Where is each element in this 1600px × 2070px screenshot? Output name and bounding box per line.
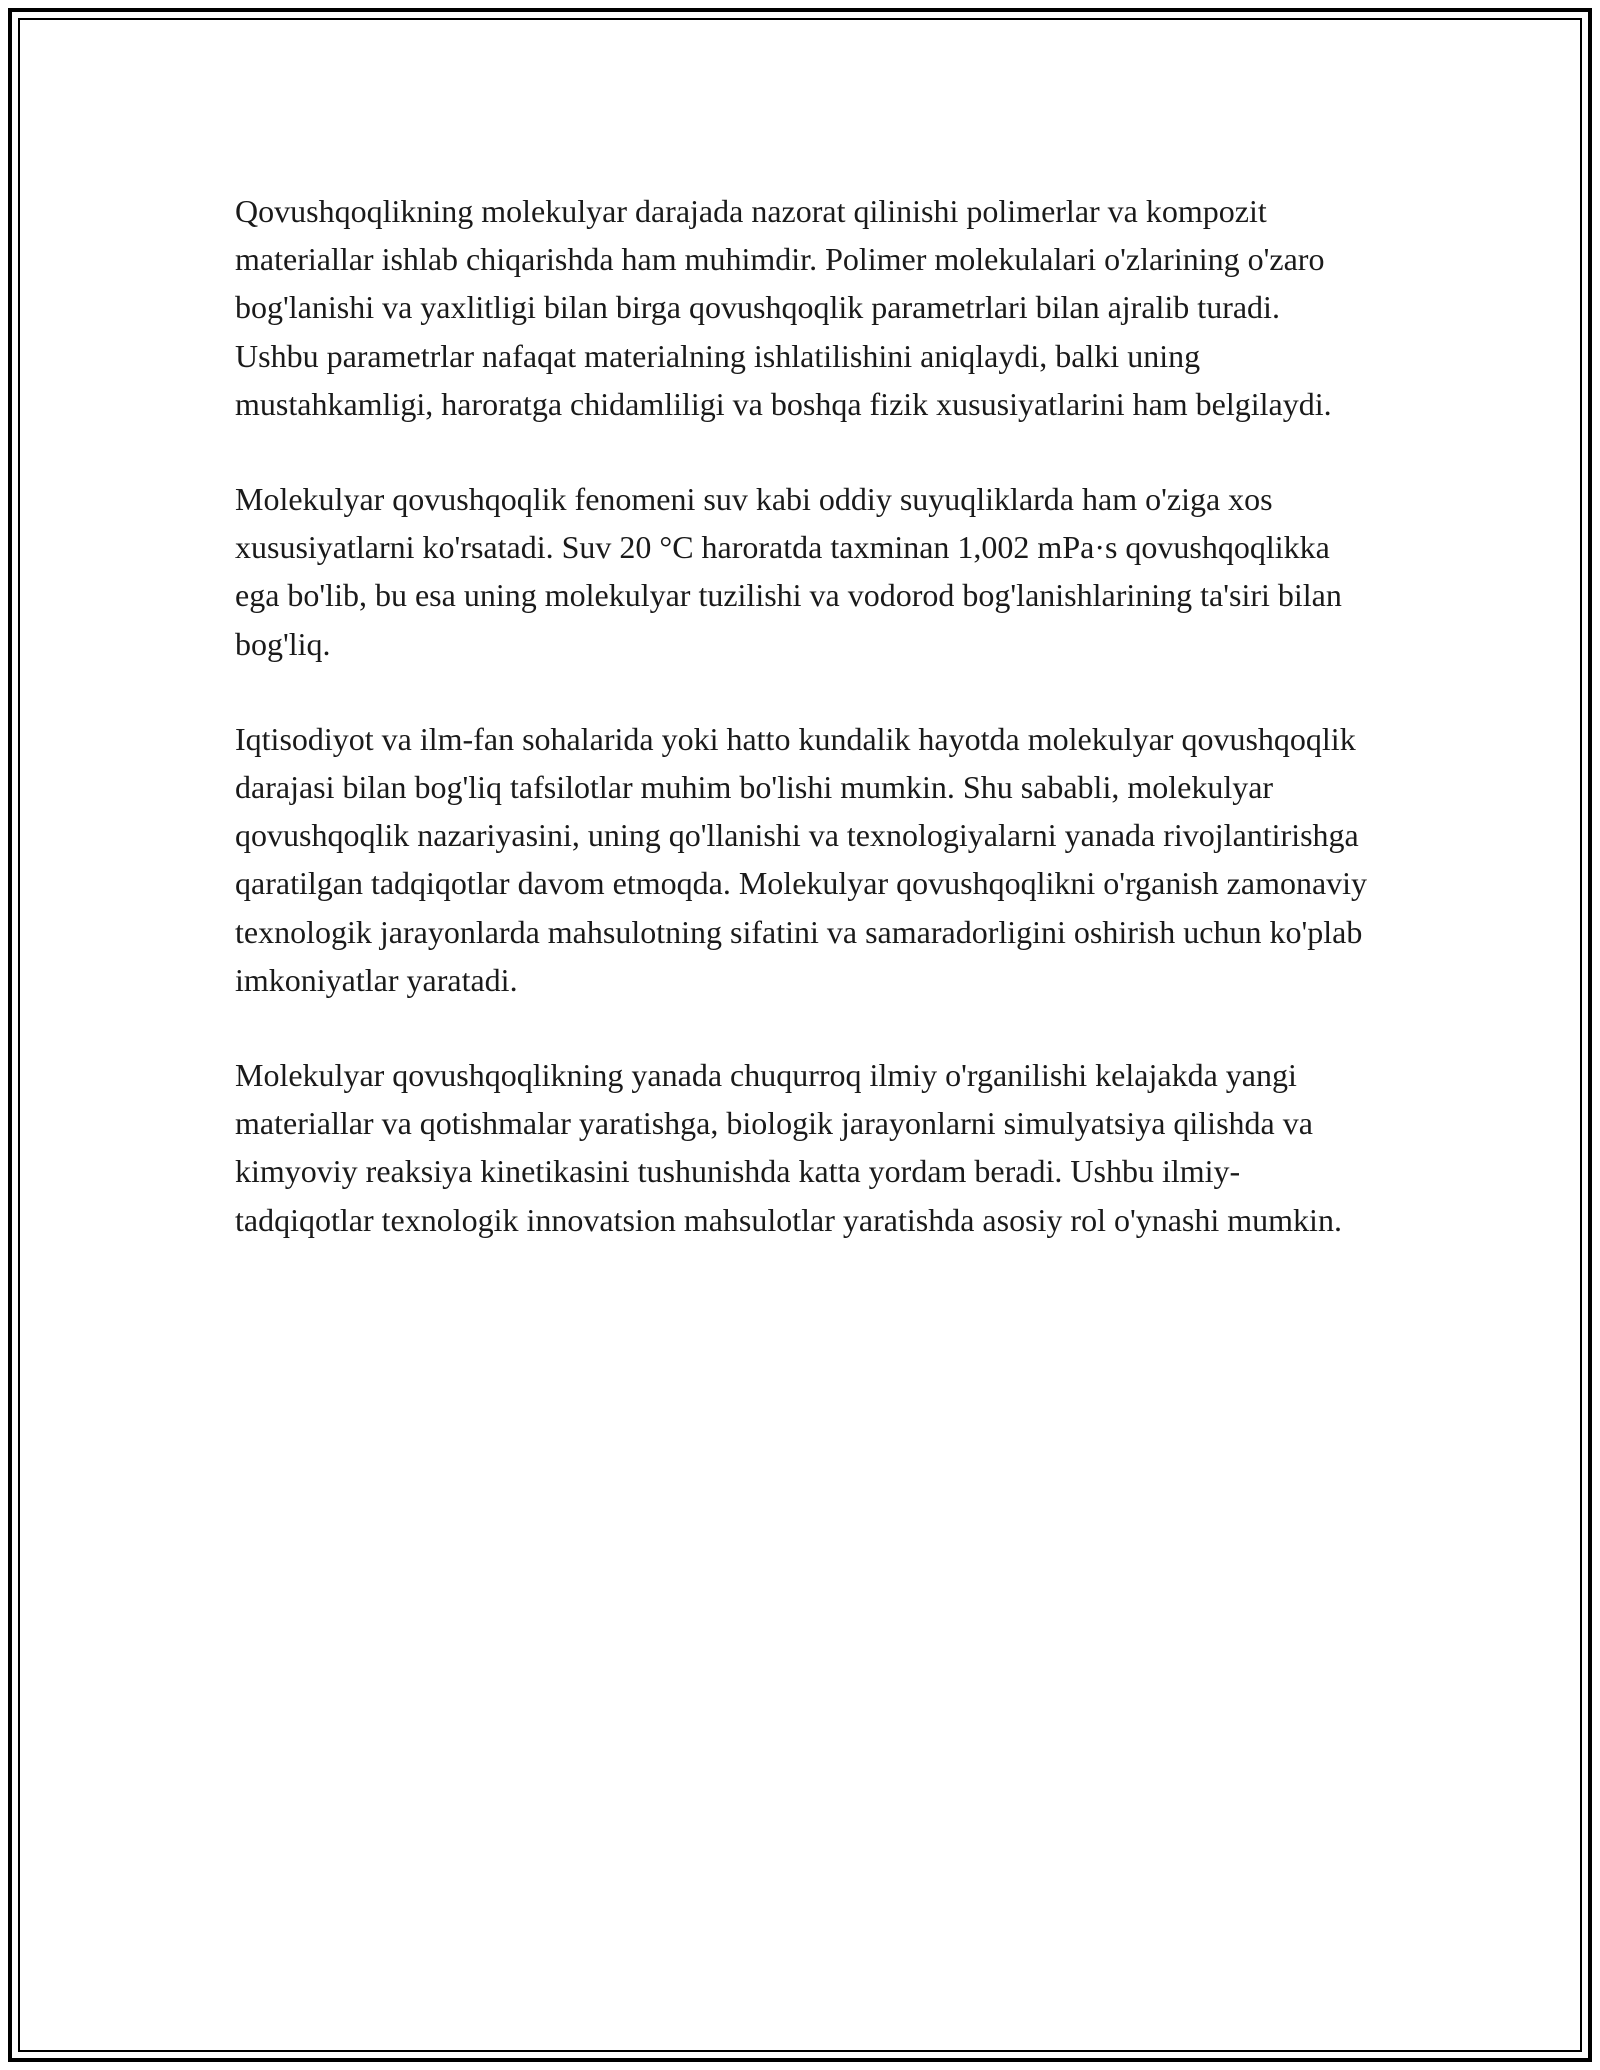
paragraph-3: Iqtisodiyot va ilm-fan sohalarida yoki hatto kundalik hayotda molekulyar qovushqoqlik darajasi bilan bog'liq tafsilotlar muhim bo'lishi mumkin. Shu sababli, molekulyar qovushqoqlik nazariyasini, uning qo'llanishi va texnologiyalarni yanada rivojlantirishga qaratilgan tadqiqotlar davom etmoqda. Molekulyar qovushqoqlikni o'rganish zamonaviy texnologik jarayonlarda mahsulotning sifatini va samaradorligini oshirish uchun ko'plab imkoniyatlar yaratadi. [235, 720, 1368, 998]
paragraph-1: Qovushqoqlikning molekulyar darajada nazorat qilinishi polimerlar va kompozit materiallar ishlab chiqarishda ham muhimdir. Polimer molekulalari o'zlarining o'zaro bog'lanishi va yaxlitligi bilan birga qovushqoqlik parametrlari bilan ajralib turadi. Ushbu parametrlar nafaqat materialning ishlatilishini aniqlaydi, balki uning mustahkamligi, haroratga chidamliligi va boshqa fizik xususiyatlarini ham belgilaydi. [235, 193, 1332, 422]
paragraph-4: Molekulyar qovushqoqlikning yanada chuqurroq ilmiy o'rganilishi kelajakda yangi materiallar va qotishmalar yaratishga, biologik jarayonlarni simulyatsiya qilishda va kimyoviy reaksiya kinetikasini tushunishda katta yordam beradi. Ushbu ilmiy-tadqiqotlar texnologik innovatsion mahsulotlar yaratishda asosiy rol o'ynashi mumkin. [235, 1057, 1342, 1238]
document-body [235, 187, 1370, 1291]
paragraph-2: Molekulyar qovushqoqlik fenomeni suv kabi oddiy suyuqliklarda ham o'ziga xos xususiyatlarni ko'rsatadi. Suv 20 °C haroratda taxminan 1,002 mPa·s qovushqoqlikka ega bo'lib, bu esa uning molekulyar tuzilishi va vodorod bog'lanishlarining ta'siri bilan bog'liq. [235, 481, 1342, 662]
